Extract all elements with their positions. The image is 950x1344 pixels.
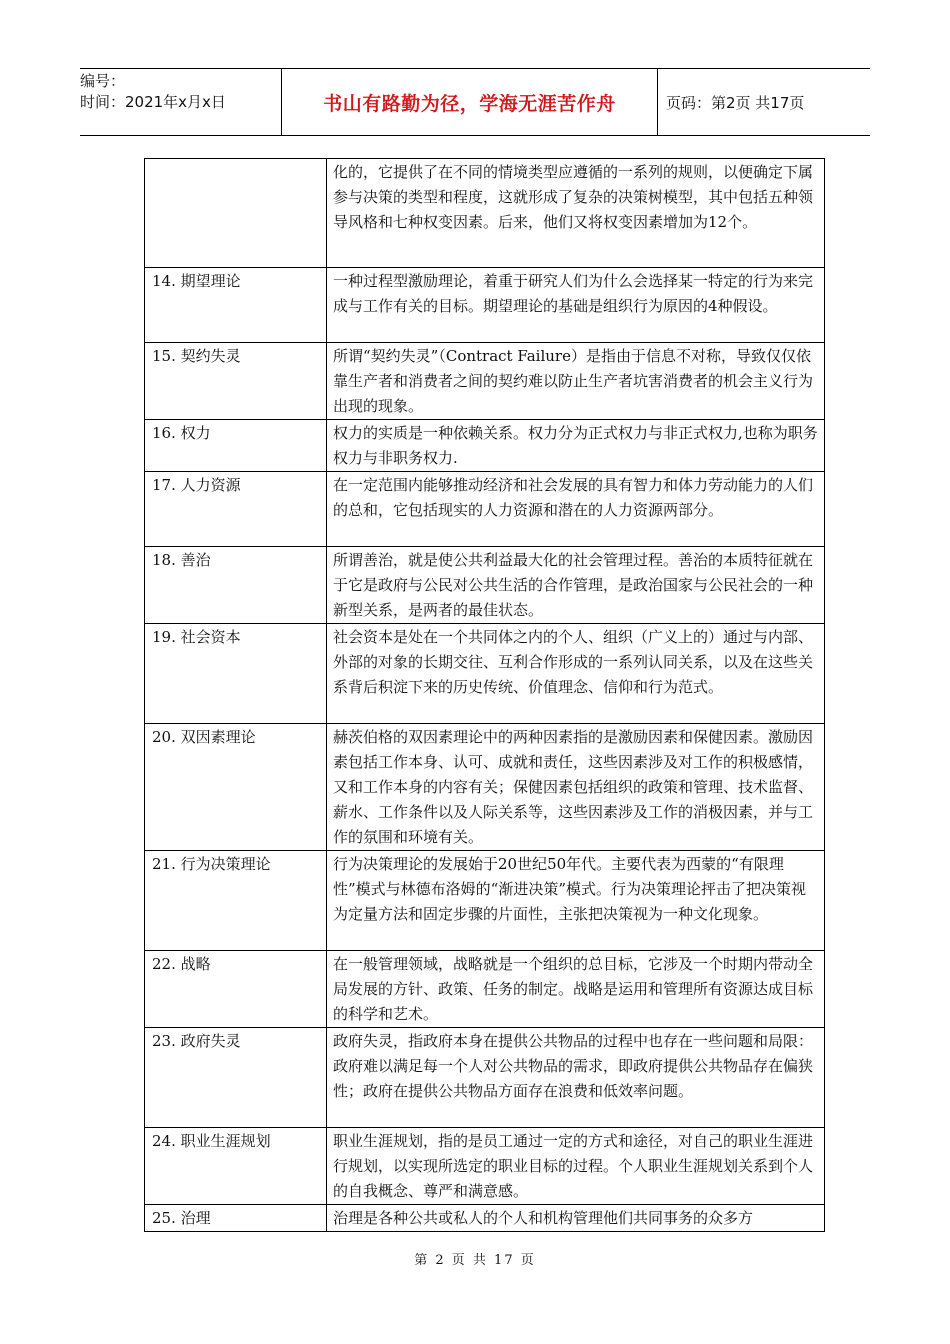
term-cell: 24. 职业生涯规划	[145, 1128, 327, 1205]
table-row	[145, 1128, 825, 1205]
header-meta	[80, 69, 282, 135]
definition-cell: 在一般管理领域，战略就是一个组织的总目标，它涉及一个时期内带动全局发展的方针、政策、任务的制定。战略是运用和管理所有资源达成目标的科学和艺术。	[327, 951, 825, 1028]
number-label: 编号：	[80, 72, 126, 90]
time-label: 时间：2021年x月x日	[80, 93, 226, 111]
table-row	[145, 159, 825, 268]
table-row	[145, 724, 825, 851]
definition-cell: 权力的实质是一种依赖关系。权力分为正式权力与非正式权力,也称为职务权力与非职务权力.	[327, 420, 825, 472]
term-cell	[145, 159, 327, 268]
definition-cell: 治理是各种公共或私人的个人和机构管理他们共同事务的众多方	[327, 1205, 825, 1232]
term-cell: 15. 契约失灵	[145, 343, 327, 420]
table-row	[145, 343, 825, 420]
term-cell: 25. 治理	[145, 1205, 327, 1232]
table-row	[145, 547, 825, 624]
definition-cell: 所谓善治，就是使公共利益最大化的社会管理过程。善治的本质特征就在于它是政府与公民对公共生活的合作管理，是政治国家与公民社会的一种新型关系，是两者的最佳状态。	[327, 547, 825, 624]
definition-cell: 政府失灵，指政府本身在提供公共物品的过程中也存在一些问题和局限：政府难以满足每一个人对公共物品的需求，即政府提供公共物品存在偏狭性；政府在提供公共物品方面存在浪费和低效率问题。	[327, 1028, 825, 1128]
definition-cell: 在一定范围内能够推动经济和社会发展的具有智力和体力劳动能力的人们的总和，它包括现实的人力资源和潜在的人力资源两部分。	[327, 472, 825, 547]
terms-table	[144, 158, 825, 1232]
definition-cell: 化的，它提供了在不同的情境类型应遵循的一系列的规则，以便确定下属参与决策的类型和程度，这就形成了复杂的决策树模型，其中包括五种领导风格和七种权变因素。后来，他们又将权变因素增加为12个。	[327, 159, 825, 268]
term-cell: 16. 权力	[145, 420, 327, 472]
definition-cell: 社会资本是处在一个共同体之内的个人、组织（广义上的）通过与内部、外部的对象的长期交往、互利合作形成的一系列认同关系，以及在这些关系背后积淀下来的历史传统、价值理念、信仰和行为范式。	[327, 624, 825, 724]
table-row	[145, 420, 825, 472]
definition-cell: 一种过程型激励理论，着重于研究人们为什么会选择某一特定的行为来完成与工作有关的目标。期望理论的基础是组织行为原因的4种假设。	[327, 268, 825, 343]
definition-cell: 赫茨伯格的双因素理论中的两种因素指的是激励因素和保健因素。激励因素包括工作本身、认可、成就和责任，这些因素涉及对工作的积极感情，又和工作本身的内容有关；保健因素包括组织的政策和管理、技术监督、薪水、工作条件以及人际关系等，这些因素涉及工作的消极因素，并与工作的氛围和环境有关。	[327, 724, 825, 851]
header-page-label: 页码：第2页 共17页	[666, 93, 805, 112]
term-cell: 17. 人力资源	[145, 472, 327, 547]
page-header	[80, 68, 870, 136]
term-cell: 20. 双因素理论	[145, 724, 327, 851]
table-row	[145, 472, 825, 547]
table-row	[145, 1028, 825, 1128]
definition-cell: 行为决策理论的发展始于20世纪50年代。主要代表为西蒙的“有限理性”模式与林德布洛姆的“渐进决策”模式。行为决策理论抨击了把决策视为定量方法和固定步骤的片面性，主张把决策视为一种文化现象。	[327, 851, 825, 951]
table-row	[145, 1205, 825, 1232]
term-cell: 21. 行为决策理论	[145, 851, 327, 951]
term-cell: 19. 社会资本	[145, 624, 327, 724]
term-cell: 23. 政府失灵	[145, 1028, 327, 1128]
definition-cell: 职业生涯规划，指的是员工通过一定的方式和途径，对自己的职业生涯进行规划，以实现所选定的职业目标的过程。个人职业生涯规划关系到个人的自我概念、尊严和满意感。	[327, 1128, 825, 1205]
header-motto: 书山有路勤为径，学海无涯苦作舟	[282, 69, 658, 135]
table-row	[145, 851, 825, 951]
table-row	[145, 624, 825, 724]
term-cell: 14. 期望理论	[145, 268, 327, 343]
page-footer: 第 2 页 共 17 页	[414, 1253, 536, 1268]
table-row	[145, 268, 825, 343]
table-row	[145, 951, 825, 1028]
term-cell: 22. 战略	[145, 951, 327, 1028]
definition-cell: 所谓“契约失灵”（Contract Failure）是指由于信息不对称，导致仅仅依靠生产者和消费者之间的契约难以防止生产者坑害消费者的机会主义行为出现的现象。	[327, 343, 825, 420]
term-cell: 18. 善治	[145, 547, 327, 624]
